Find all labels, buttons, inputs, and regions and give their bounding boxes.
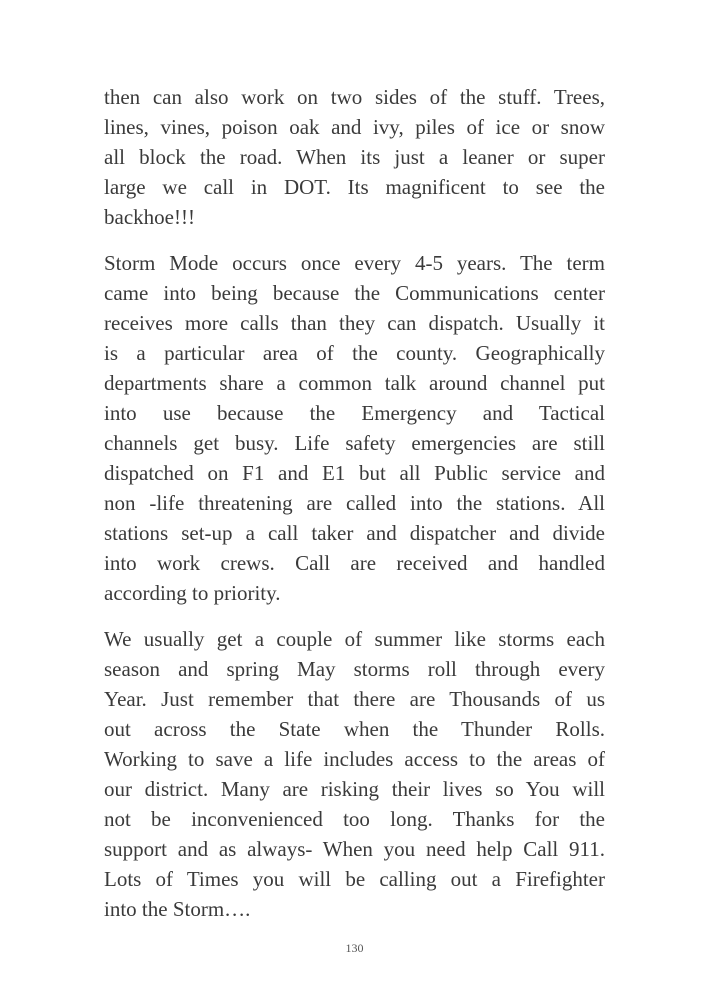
text-line: support and as always- When you need help Call 911.	[104, 837, 605, 861]
paragraph-3	[104, 624, 605, 924]
text-line: dispatched on F1 and E1 but all Public service and	[104, 461, 605, 485]
text-line: We usually get a couple of summer like storms each	[104, 627, 605, 651]
text-line: stations set-up a call taker and dispatcher and divide	[104, 521, 605, 545]
text-line: out across the State when the Thunder Rolls.	[104, 717, 605, 741]
paragraph-1	[104, 82, 605, 232]
text-line: then can also work on two sides of the stuff. Trees,	[104, 85, 605, 109]
text-line: Storm Mode occurs once every 4-5 years. The term	[104, 251, 605, 275]
text-line: into work crews. Call are received and handled	[104, 551, 605, 575]
page-number: 130	[345, 941, 364, 955]
text-line: all block the road. When its just a leaner or super	[104, 145, 605, 169]
text-line: Lots of Times you will be calling out a Firefighter	[104, 867, 605, 891]
text-line: according to priority.	[104, 581, 281, 605]
text-line: Working to save a life includes access to the areas of	[104, 747, 605, 771]
text-line: Year. Just remember that there are Thousands of us	[104, 687, 605, 711]
text-line: backhoe!!!	[104, 205, 195, 229]
text-line: season and spring May storms roll through every	[104, 657, 605, 681]
text-line: large we call in DOT. Its magnificent to see the	[104, 175, 605, 199]
paragraph-2	[104, 248, 605, 608]
text-line: into the Storm….	[104, 897, 251, 921]
text-line: into use because the Emergency and Tactical	[104, 401, 605, 425]
text-line: channels get busy. Life safety emergencies are still	[104, 431, 605, 455]
text-line: not be inconvenienced too long. Thanks for the	[104, 807, 605, 831]
text-line: is a particular area of the county. Geographically	[104, 341, 605, 365]
text-line: departments share a common talk around channel put	[104, 371, 605, 395]
text-line: lines, vines, poison oak and ivy, piles of ice or snow	[104, 115, 605, 139]
text-line: our district. Many are risking their lives so You will	[104, 777, 605, 801]
text-line: receives more calls than they can dispatch. Usually it	[104, 311, 605, 335]
page-body	[104, 82, 605, 940]
text-line: non -life threatening are called into the stations. All	[104, 491, 605, 515]
text-line: came into being because the Communications center	[104, 281, 605, 305]
